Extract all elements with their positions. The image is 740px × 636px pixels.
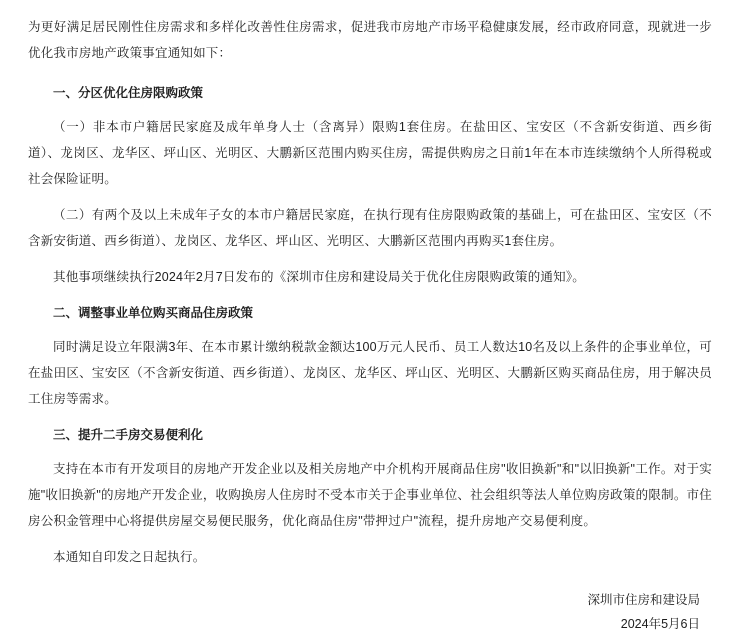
- section-2-paragraph-1: 同时满足设立年限满3年、在本市累计缴纳税款金额达100万元人民币、员工人数达10名及以上条件的企事业单位，可在盐田区、宝安区（不含新安街道、西乡街道）、龙岗区、龙华区、坪山区、光明区、大鹏新区购买商品住房，用于解决员工住房等需求。: [28, 340, 712, 406]
- signature-date: 2024年5月6日: [620, 617, 700, 631]
- section-title-2: 二、调整事业单位购买商品住房政策: [53, 306, 254, 320]
- section-1-paragraph-1: （一）非本市户籍居民家庭及成年单身人士（含离异）限购1套住房。在盐田区、宝安区（不含新安街道、西乡街道）、龙岗区、龙华区、坪山区、光明区、大鹏新区范围内购买住房，需提供购房之日前1年在本市连续缴纳个人所得税或社会保险证明。: [28, 120, 712, 186]
- section-1-paragraph-3: 其他事项继续执行2024年2月7日发布的《深圳市住房和建设局关于优化住房限购政策的通知》。: [53, 270, 585, 284]
- section-title-1: 一、分区优化住房限购政策: [53, 86, 204, 100]
- section-3-paragraph-1: 支持在本市有开发项目的房地产开发企业以及相关房地产中介机构开展商品住房"收旧换新"和"以旧换新"工作。对于实施"收旧换新"的房地产开发企业，收购换房人住房时不受本市关于企事业单位、社会组织等法人单位购房政策的限制。市住房公积金管理中心将提供房屋交易便民服务，优化商品住房"带押过户"流程，提升房地产交易便利度。: [28, 462, 712, 528]
- closing-paragraph: 本通知自印发之日起执行。: [53, 550, 206, 564]
- signature-issuer: 深圳市住房和建设局: [587, 593, 700, 607]
- section-1-paragraph-2: （二）有两个及以上未成年子女的本市户籍居民家庭，在执行现有住房限购政策的基础上，可在盐田区、宝安区（不含新安街道、西乡街道）、龙岗区、龙华区、坪山区、光明区、大鹏新区范围内再购买1套住房。: [28, 208, 712, 248]
- lead-paragraph: 为更好满足居民刚性住房需求和多样化改善性住房需求，促进我市房地产市场平稳健康发展，经市政府同意，现就进一步优化我市房地产政策事宜通知如下：: [28, 20, 712, 60]
- section-title-3: 三、提升二手房交易便利化: [53, 428, 204, 442]
